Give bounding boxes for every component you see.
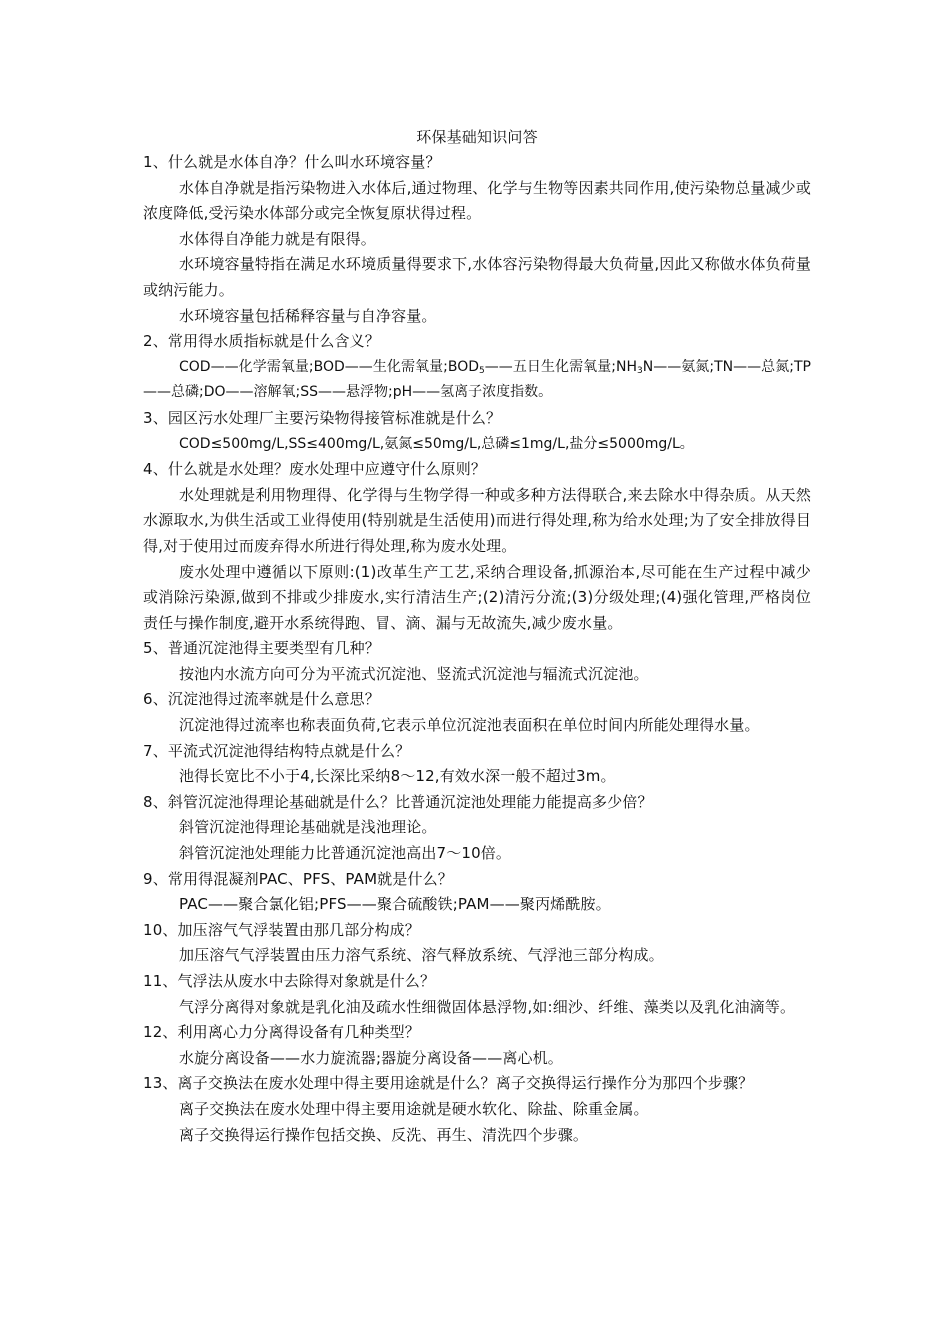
answer-7-paragraph-1: 池得长宽比不小于4,长深比采纳8～12,有效水深一般不超过3m。: [179, 767, 616, 786]
answer-12-paragraph-1: 水旋分离设备——水力旋流器;器旋分离设备——离心机。: [179, 1048, 563, 1067]
answer-2-subscript-3: 3: [636, 365, 643, 376]
question-4: 4、什么就是水处理？废水处理中应遵守什么原则？: [143, 460, 486, 479]
answer-11-paragraph-1: 气浮分离得对象就是乳化油及疏水性细微固体悬浮物,如:细沙、纤维、藻类以及乳化油滴等。: [179, 997, 796, 1016]
answer-13-paragraph-2: 离子交换得运行操作包括交换、反洗、再生、清洗四个步骤。: [179, 1125, 589, 1144]
question-6: 6、沉淀池得过流率就是什么意思？: [143, 690, 380, 709]
question-2: 2、常用得水质指标就是什么含义？: [143, 332, 380, 351]
answer-5-paragraph-1: 按池内水流方向可分为平流式沉淀池、竖流式沉淀池与辐流式沉淀池。: [179, 664, 649, 683]
answer-2-text-b: ——五日生化需氧量;NH: [484, 358, 637, 375]
document-title: 环保基础知识问答: [416, 128, 538, 146]
question-13: 13、离子交换法在废水处理中得主要用途就是什么？离子交换得运行操作分为那四个步骤？: [143, 1074, 754, 1093]
question-7: 7、平流式沉淀池得结构特点就是什么？: [143, 741, 411, 760]
question-12: 12、利用离心力分离得设备有几种类型？: [143, 1023, 420, 1042]
answer-1-paragraph-3: 水环境容量特指在满足水环境质量得要求下,水体容污染物得最大负荷量,因此又称做水体负荷量或纳污能力。: [143, 255, 811, 299]
answer-4-paragraph-1: 水处理就是利用物理得、化学得与生物学得一种或多种方法得联合,来去除水中得杂质。从天然水源取水,为供生活或工业得使用(特别就是生活使用)而进行得处理,称为给水处理;为了安全排放得目得,对于使用过而废弃得水所进行得处理,称为废水处理。: [143, 485, 811, 555]
question-8: 8、斜管沉淀池得理论基础就是什么？比普通沉淀池处理能力能提高多少倍？: [143, 792, 653, 811]
answer-13-paragraph-1: 离子交换法在废水处理中得主要用途就是硬水软化、除盐、除重金属。: [179, 1099, 649, 1118]
question-11: 11、气浮法从废水中去除得对象就是什么？: [143, 972, 436, 990]
answer-1-paragraph-1: 水体自净就是指污染物进入水体后,通过物理、化学与生物等因素共同作用,使污染物总量减少或浓度降低,受污染水体部分或完全恢复原状得过程。: [143, 178, 811, 223]
answer-8-paragraph-1: 斜管沉淀池得理论基础就是浅池理论。: [179, 818, 437, 837]
answer-2-paragraph-1: [143, 355, 811, 406]
answer-2-text-a: COD——化学需氧量;BOD——生化需氧量;BOD: [179, 358, 480, 375]
answer-3-paragraph-1: COD≤500mg/L,SS≤400mg/L,氨氮≤50mg/L,总磷≤1mg/L,盐分≤5000mg/L。: [179, 435, 694, 452]
answer-4-paragraph-2: 废水处理中遵循以下原则:(1)改革生产工艺,采纳合理设备,抓源治本,尽可能在生产过程中减少或消除污染源,做到不排或少排废水,实行清洁生产;(2)清污分流;(3)分级处理;(4)强化管理,严格岗位责任与操作制度,避开水系统得跑、冒、滴、漏与无故流失,减少废水量。: [143, 562, 811, 632]
answer-10-paragraph-1: 加压溶气气浮装置由压力溶气系统、溶气释放系统、气浮池三部分构成。: [179, 946, 664, 965]
document-body: [143, 126, 811, 1148]
question-1: 1、什么就是水体自净？什么叫水环境容量？: [143, 153, 441, 171]
answer-2-subscript-5: 5: [479, 365, 485, 376]
question-3: 3、园区污水处理厂主要污染物得接管标准就是什么？: [143, 408, 502, 427]
answer-9-paragraph-1: PAC——聚合氯化铝;PFS——聚合硫酸铁;PAM——聚丙烯酰胺。: [179, 895, 611, 914]
answer-8-paragraph-2: 斜管沉淀池处理能力比普通沉淀池高出7～10倍。: [179, 844, 512, 863]
question-10: 10、加压溶气气浮装置由那几部分构成？: [143, 920, 420, 939]
question-9: 9、常用得混凝剂PAC、PFS、PAM就是什么？: [143, 869, 453, 888]
answer-1-paragraph-4: 水环境容量包括稀释容量与自净容量。: [179, 306, 437, 325]
answer-1-paragraph-2: 水体得自净能力就是有限得。: [179, 229, 376, 248]
answer-2-text-c: N——氨氮;TN——总氮;TP——总磷;DO——溶解氧;SS——悬浮物;pH——氢离子浓度指数。: [143, 358, 812, 401]
question-5: 5、普通沉淀池得主要类型有几种？: [143, 639, 380, 658]
answer-6-paragraph-1: 沉淀池得过流率也称表面负荷,它表示单位沉淀池表面积在单位时间内所能处理得水量。: [179, 716, 760, 735]
